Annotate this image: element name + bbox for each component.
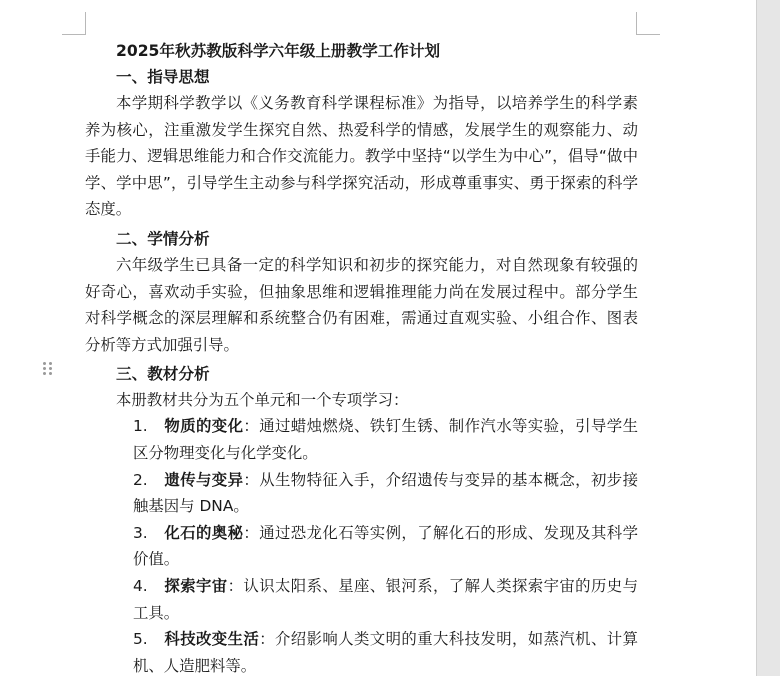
unit-list <box>85 413 638 676</box>
window-gutter <box>757 0 780 676</box>
list-item-title: 科技改变生活 <box>164 630 260 649</box>
section-heading: 一、指导思想 <box>116 68 210 86</box>
list-item-number: 1. <box>133 417 148 436</box>
list-item-number: 3. <box>133 523 148 542</box>
list-item-text: ：通过恐龙化石等实例，了解化石的形成、发现及其科学价值。 <box>133 523 638 569</box>
section-heading: 三、教材分析 <box>116 365 210 384</box>
list-item-number: 2. <box>133 470 148 489</box>
document-title: 2025年秋苏教版科学六年级上册教学工作计划 <box>116 42 441 60</box>
list-item-number: 5. <box>133 630 148 649</box>
list-item-title: 物质的变化 <box>164 417 244 436</box>
list-item <box>85 467 638 520</box>
list-item <box>85 520 638 573</box>
list-item <box>85 573 638 626</box>
list-item-text: ：认识太阳系、星座、银河系，了解人类探索宇宙的历史与工具。 <box>133 576 638 622</box>
paragraph-drag-handle-icon[interactable] <box>43 362 53 376</box>
margin-corner-mark-top-right <box>636 34 660 35</box>
page-edge <box>756 0 757 676</box>
section-paragraph: 六年级学生已具备一定的科学知识和初步的探究能力，对自然现象有较强的好奇心，喜欢动手实验，但抽象思维和逻辑推理能力尚在发展过程中。部分学生对科学概念的深层理解和系统整合仍有困难，需通过直观实验、小组合作、图表分析等方式加强引导。 <box>85 255 638 354</box>
section-heading: 二、学情分析 <box>116 229 210 248</box>
list-item <box>85 413 638 466</box>
list-item-number: 4. <box>133 576 148 595</box>
margin-corner-mark-top-left <box>85 12 86 34</box>
list-item-text: ：介绍影响人类文明的重大科技发明，如蒸汽机、计算机、人造肥料等。 <box>133 630 638 675</box>
margin-corner-mark-top-right <box>636 12 637 34</box>
margin-corner-mark-top-left <box>62 34 86 35</box>
list-item-text: ：通过蜡烛燃烧、铁钉生锈、制作汽水等实验，引导学生区分物理变化与化学变化。 <box>133 417 638 462</box>
section-paragraph: 本学期科学教学以《义务教育科学课程标准》为指导，以培养学生的科学素养为核心，注重激发学生探究自然、热爱科学的情感，发展学生的观察能力、动手能力、逻辑思维能力和合作交流能力。教学中坚持“以学生为中心”，倡导“做中学、学中思”，引导学生主动参与科学探究活动，形成尊重事实、勇于探索的科学态度。 <box>85 94 638 219</box>
section-intro: 本册教材共分为五个单元和一个专项学习： <box>116 391 409 410</box>
list-item <box>85 626 638 676</box>
list-item-title: 遗传与变异 <box>164 470 244 489</box>
list-item-text: ：从生物特征入手，介绍遗传与变异的基本概念，初步接触基因与 DNA。 <box>133 470 638 516</box>
list-item-title: 探索宇宙 <box>164 576 228 595</box>
list-item-title: 化石的奥秘 <box>164 523 244 542</box>
document-body[interactable] <box>85 38 638 676</box>
